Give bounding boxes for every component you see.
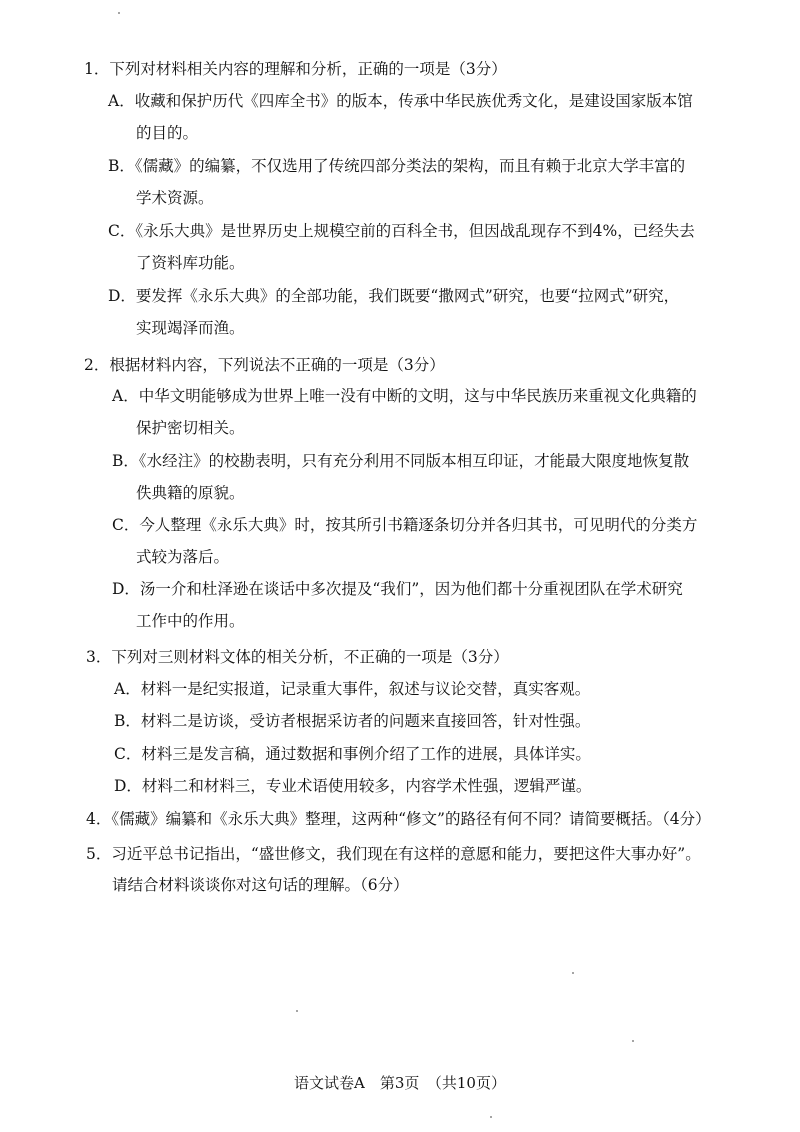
question-3-option-b: B．材料二是访谈，受访者根据采访者的问题来直接回答，针对性强。 — [114, 712, 591, 730]
scan-speck — [296, 1010, 298, 1012]
question-2-option-b: B．《水经注》的校勘表明，只有充分利用不同版本相互印证，才能最大限度地恢复散 — [112, 452, 690, 470]
question-5-stem-cont: 请结合材料谈谈你对这句话的理解。（6分） — [112, 876, 409, 894]
question-4-stem: 4．《儒藏》编纂和《永乐大典》整理，这两种“修文”的路径有何不同？请简要概括。（4分） — [86, 810, 711, 828]
page-footer: 语文试卷A 第3页 （共10页） — [294, 1074, 506, 1092]
scan-speck — [632, 1040, 634, 1042]
question-1-stem: 1．下列对材料相关内容的理解和分析，正确的一项是（3分） — [84, 60, 507, 78]
question-1-option-c: C．《永乐大典》是世界历史上规模空前的百科全书，但因战乱现存不到4%，已经失去 — [108, 222, 695, 240]
question-2-stem: 2．根据材料内容，下列说法不正确的一项是（3分） — [84, 356, 445, 374]
question-3-stem: 3．下列对三则材料文体的相关分析，不正确的一项是（3分） — [86, 648, 509, 666]
question-1-option-a-cont: 的目的。 — [136, 124, 199, 142]
question-2-option-d-cont: 工作中的作用。 — [136, 612, 245, 630]
question-1-option-d: D．要发挥《永乐大典》的全部功能，我们既要“撒网式”研究，也要“拉网式”研究， — [108, 287, 680, 305]
question-1-option-a: A．收藏和保护历代《四库全书》的版本，传承中华民族优秀文化，是建设国家版本馆 — [108, 92, 693, 110]
question-2-option-d: D．汤一介和杜泽逊在谈话中多次提及“我们”，因为他们都十分重视团队在学术研究 — [112, 580, 683, 598]
scan-speck — [490, 1116, 492, 1118]
question-3-option-d: D．材料二和材料三，专业术语使用较多，内容学术性强，逻辑严谨。 — [114, 777, 592, 795]
question-2-option-b-cont: 佚典籍的原貌。 — [136, 484, 245, 502]
question-5-stem: 5．习近平总书记指出，“盛世修文，我们现在有这样的意愿和能力，要把这件大事办好”。 — [86, 845, 701, 863]
question-2-option-c-cont: 式较为落后。 — [136, 548, 230, 566]
question-3-option-c: C．材料三是发言稿，通过数据和事例介绍了工作的进展，具体详实。 — [114, 745, 591, 763]
question-1-option-d-cont: 实现竭泽而渔。 — [136, 319, 245, 337]
scan-speck — [572, 972, 574, 974]
question-1-option-b-cont: 学术资源。 — [136, 189, 214, 207]
question-2-option-a-cont: 保护密切相关。 — [136, 419, 245, 437]
scan-speck — [118, 12, 120, 14]
question-3-option-a: A．材料一是纪实报道，记录重大事件，叙述与议论交替，真实客观。 — [114, 680, 591, 698]
question-1-option-b: B．《儒藏》的编纂，不仅选用了传统四部分类法的架构，而且有赖于北京大学丰富的 — [108, 157, 686, 175]
question-2-option-c: C．今人整理《永乐大典》时，按其所引书籍逐条切分并各归其书，可见明代的分类方 — [112, 516, 698, 534]
question-1-option-c-cont: 了资料库功能。 — [136, 254, 245, 272]
question-2-option-a: A．中华文明能够成为世界上唯一没有中断的文明，这与中华民族历来重视文化典籍的 — [112, 387, 697, 405]
